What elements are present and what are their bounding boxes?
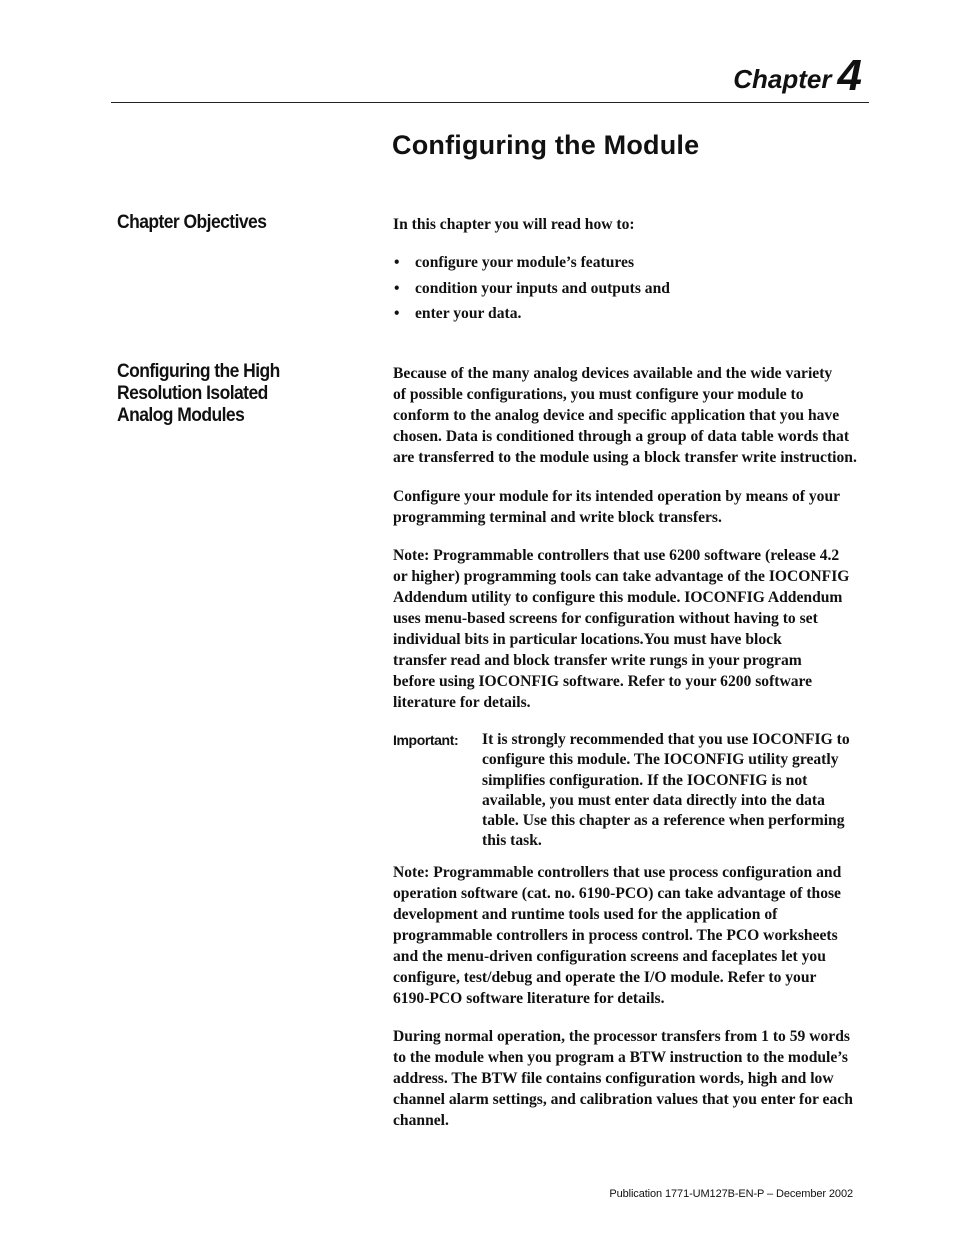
heading-line: Analog Modules (117, 405, 245, 426)
chapter-heading (733, 48, 862, 98)
important-label: Important: (393, 732, 459, 748)
paragraph-2: Configure your module for its intended operation by means of your programming terminal and write block transfers. (393, 488, 841, 526)
page-title: Configuring the Module (392, 130, 700, 160)
bullet-icon: • (394, 279, 400, 297)
publication-footer: Publication 1771-UM127B-EN-P – December 2002 (609, 1188, 853, 1200)
objectives-intro: In this chapter you will read how to: (393, 216, 635, 233)
paragraph-1: Because of the many analog devices available and the wide variety of possible configurations, you must configure your module to conform to the analog device and specific application that you have chosen. Data is conditioned through a group of data table words that are transferred to the module using a block transfer write instruction. (393, 365, 857, 466)
configuring-heading (117, 361, 280, 427)
chapter-number: 4 (837, 51, 862, 100)
chapter-label: Chapter (733, 64, 832, 94)
list-item: • condition your inputs and outputs and (394, 279, 670, 297)
heading-line: Resolution Isolated (117, 383, 268, 404)
heading-line: Configuring the High (117, 361, 280, 382)
note-1: Note: Programmable controllers that use 6200 software (release 4.2 or higher) programming tools can take advantage of the IOCONFIG Addendum utility to configure this module. IOCONFIG Addendum uses menu-based screens for configuration without having to set individual bits in particular locations.You must have block transfer read and block transfer write rungs in your program before using IOCONFIG software. Refer to your 6200 software literature for details. (393, 547, 850, 711)
objectives-list (393, 252, 908, 329)
note-2: Note: Programmable controllers that use process configuration and operation software (cat. no. 6190-PCO) can take advantage of those development and runtime tools used for the application of programmable controllers in process control. The PCO worksheets and the menu-driven configuration screens and faceplates let you configure, test/debug and operate the I/O module. Refer to your 6190-PCO software literature for details. (393, 864, 842, 1007)
list-item: • enter your data. (394, 305, 522, 322)
bullet-icon: • (394, 254, 400, 271)
important-note (393, 730, 908, 852)
important-text: It is strongly recommended that you use IOCONFIG to configure this module. The IOCONFIG utility greatly simplifies configuration. If the IOCONFIG is not available, you must enter data directly into the data table. Use this chapter as a reference when performing this task. (482, 731, 850, 850)
paragraph-3: During normal operation, the processor transfers from 1 to 59 words to the module when you program a BTW instruction to the module’s address. The BTW file contains configuration words, high and low channel alarm settings, and calibration values that you enter for each channel. (393, 1028, 853, 1129)
header-rule (111, 102, 869, 103)
objectives-heading: Chapter Objectives (117, 212, 267, 233)
objectives-body (393, 214, 908, 329)
bullet-icon: • (394, 305, 400, 322)
list-item: • configure your module’s features (394, 254, 635, 271)
